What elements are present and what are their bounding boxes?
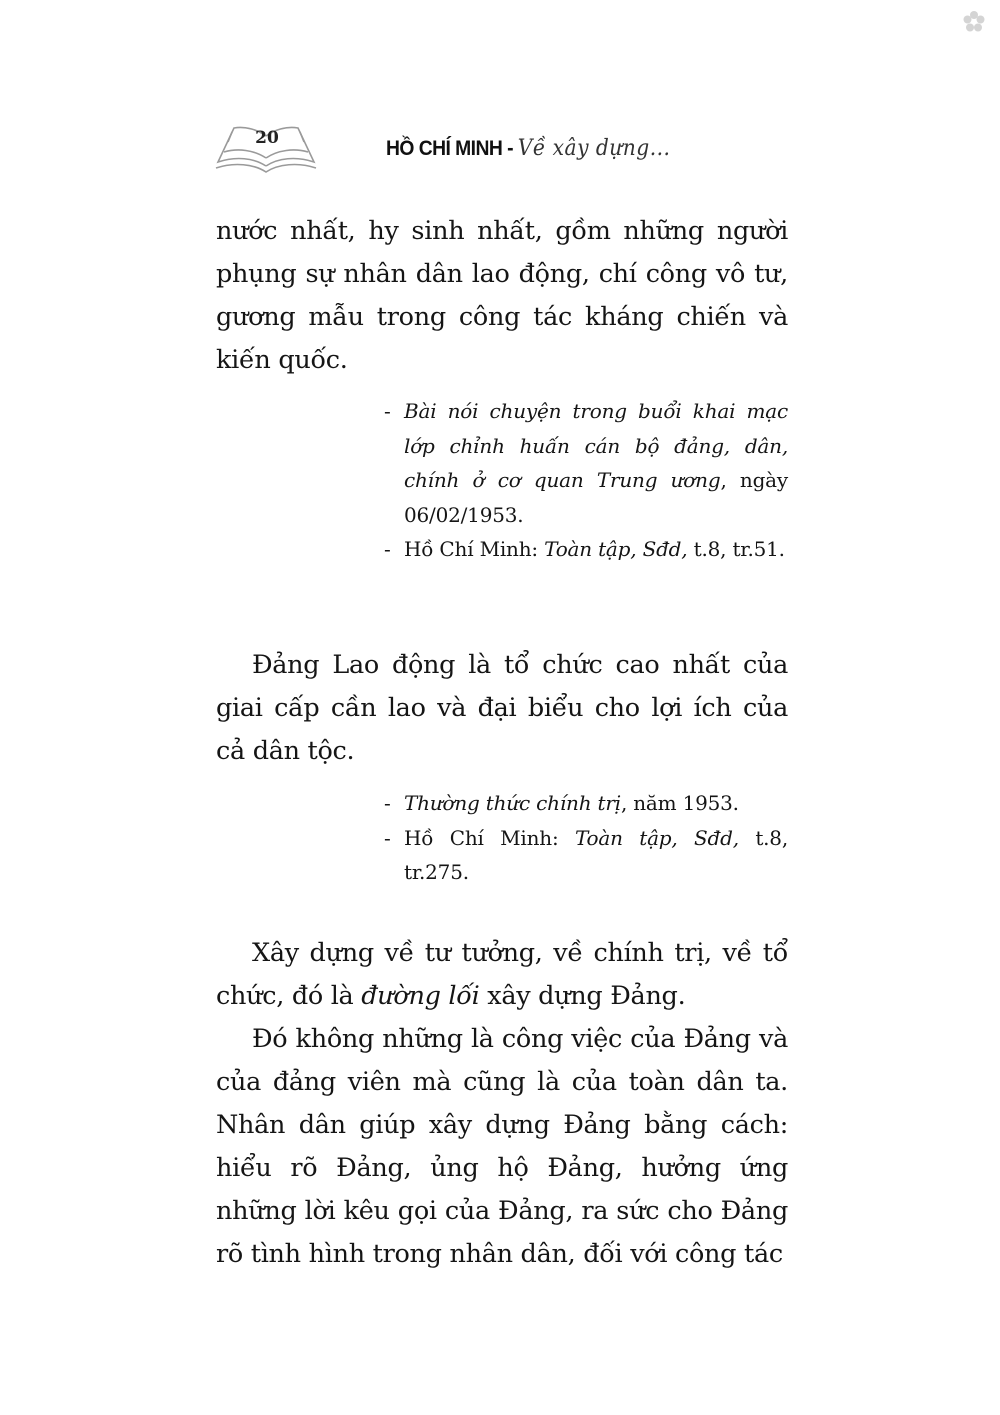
citation-title: Bài nói chuyện trong buổi khai mạc lớp chỉnh huấn cán bộ đảng, dân, chính ở cơ quan Trung ương [404,399,788,492]
page-number: 20 [255,128,279,148]
citation-title: Thường thức chính trị [404,791,621,815]
citation-reference: - Hồ Chí Minh: Toàn tập, Sđd, t.8, tr.275. [384,825,788,884]
paragraph-4: Đó không những là công việc của Đảng và của đảng viên mà cũng là của toàn dân ta. Nhân dân giúp xây dựng Đảng bằng cách: hiểu rõ Đảng, ủng hộ Đảng, hưởng ứng những lời kêu gọi của Đảng, ra sức cho Đảng rõ tình hình trong nhân dân, đối với công tác [216,1024,788,1269]
flower-watermark-icon [962,10,986,34]
paragraph-1: nước nhất, hy sinh nhất, gồm những người phụng sự nhân dân lao động, chí công vô tư, gương mẫu trong công tác kháng chiến và kiến quốc. [216,216,788,375]
citation-work: Toàn tập, Sđd, [544,537,688,561]
citation-block-2 [384,786,788,890]
emphasis-term: đường lối [361,981,480,1011]
citation-date: , ngày 06/02/1953. [404,468,789,527]
citation-volume-page: t.8, tr.275. [404,825,788,884]
paragraph-2: Đảng Lao động là tổ chức cao nhất của giai cấp cần lao và đại biểu cho lợi ích của cả dân tộc. [216,650,788,766]
citation-work: Toàn tập, Sđd, [574,825,739,850]
running-header [214,122,774,174]
citation-date: , năm 1953. [620,791,739,815]
citation-block-1 [384,394,788,567]
running-title [386,136,670,161]
author-name: HỒ CHÍ MINH - [386,137,518,160]
citation-source: - Bài nói chuyện trong buổi khai mạc lớp chỉnh huấn cán bộ đảng, dân, chính ở cơ quan Trung ương, ngày 06/02/1953. [384,399,789,527]
citation-source: - Thường thức chính trị, năm 1953. [384,791,739,815]
book-subtitle: Về xây dựng... [517,136,671,161]
citation-reference: - Hồ Chí Minh: Toàn tập, Sđd, t.8, tr.51. [384,537,785,561]
citation-volume-page: t.8, tr.51. [687,537,785,561]
paragraph-3: Xây dựng về tư tưởng, về chính trị, về tổ chức, đó là đường lối xây dựng Đảng. [216,938,788,1011]
